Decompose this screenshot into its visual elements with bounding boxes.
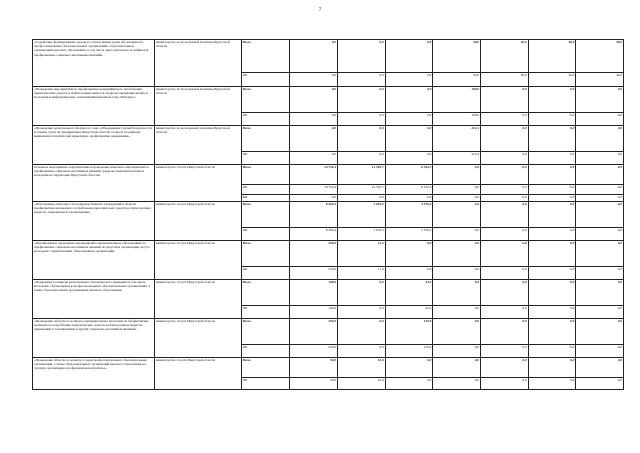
amount-cell: 0,0 [480, 87, 528, 113]
amount-cell: 0,0 [480, 113, 528, 126]
table-row [33, 241, 624, 267]
amount-cell: 100,0 [433, 113, 481, 126]
amount-cell: 0,0 [528, 113, 576, 126]
amount-cell: 0,0 [576, 306, 624, 319]
amount-cell: 0,0 [385, 40, 433, 73]
amount-cell: 0,0 [528, 202, 576, 228]
amount-cell: 0,0 [480, 345, 528, 358]
amount-cell: 0,0 [528, 126, 576, 152]
amount-cell: 10,0 [338, 378, 386, 390]
amount-cell: 0,0 [480, 165, 528, 185]
amount-cell: 0,0 [480, 241, 528, 267]
amount-cell: 250,0 [290, 345, 338, 358]
amount-cell: 0,0 [576, 241, 624, 267]
amount-cell: 0,0 [385, 152, 433, 165]
amount-cell: 8 300,4 [290, 228, 338, 241]
table-row [33, 87, 624, 113]
amount-cell: 250,0 [290, 267, 338, 280]
amount-cell: 30,0 [576, 40, 624, 73]
amount-cell: 0,0 [528, 195, 576, 202]
funding-source-cell: Всего [241, 165, 290, 185]
amount-cell: 100,0 [433, 87, 481, 113]
funding-source-cell: Всего [241, 358, 290, 378]
amount-cell: 0,0 [576, 345, 624, 358]
amount-cell: 0,0 [576, 228, 624, 241]
amount-cell: 0,0 [528, 241, 576, 267]
amount-cell: 0,0 [576, 202, 624, 228]
amount-cell: 14 510,7 [338, 165, 386, 185]
amount-cell: 0,0 [480, 280, 528, 306]
event-name-cell: «Организация и проведение мероприятий в муниципальных образованиях по профилактике социально-негативных явлений посредством организации досуга молодежи с привлечением общественных организаций» [33, 241, 155, 280]
amount-cell: 100,0 [290, 306, 338, 319]
amount-cell: 100,0 [290, 280, 338, 306]
budget-table [32, 39, 624, 390]
amount-cell: 11,4 [338, 241, 386, 267]
funding-source-cell: Всего [241, 280, 290, 306]
amount-cell: 0,0 [528, 345, 576, 358]
amount-cell: 0,0 [290, 87, 338, 113]
funding-source-cell: ОБ [241, 378, 290, 390]
event-name-cell: «Содействие формированию здорового образа жизни среди обучающихся в профессиональных образовательных организациях, образовательных организациях высшего образования, в том числе через деятельность кабинетов профилактики социально-негативных явлений» [33, 40, 155, 87]
amount-cell: 3 576,2 [385, 202, 433, 228]
amount-cell: 7 633,2 [338, 228, 386, 241]
amount-cell: 0,0 [433, 319, 481, 345]
amount-cell: 0,0 [528, 319, 576, 345]
funding-source-cell: Всего [241, 126, 290, 152]
executor-cell: министерство спорта Иркутской области [154, 358, 241, 390]
amount-cell: 0,0 [528, 165, 576, 185]
amount-cell: 16 750,4 [290, 165, 338, 185]
amount-cell: 0,0 [480, 185, 528, 195]
amount-cell: 30,0 [433, 73, 481, 87]
amount-cell: 212,4 [433, 152, 481, 165]
amount-cell: 0,0 [433, 195, 481, 202]
table-row [33, 358, 624, 378]
executor-cell: министерство по молодежной политике Иркутской области [154, 40, 241, 87]
amount-cell: 0,0 [576, 152, 624, 165]
amount-cell: 0,0 [576, 280, 624, 306]
amount-cell: 0,0 [576, 87, 624, 113]
funding-source-cell: ОБ [241, 228, 290, 241]
amount-cell: 0,0 [338, 152, 386, 165]
funding-source-cell: Всего [241, 40, 290, 73]
amount-cell: 0,0 [433, 306, 481, 319]
amount-cell: 0,0 [528, 378, 576, 390]
amount-cell: 0,0 [528, 280, 576, 306]
amount-cell: 0,0 [576, 195, 624, 202]
executor-cell: министерство спорта Иркутской области [154, 280, 241, 319]
amount-cell: 0,0 [528, 87, 576, 113]
amount-cell: 50,0 [290, 378, 338, 390]
amount-cell: 0,0 [338, 73, 386, 87]
amount-cell: 0,0 [433, 165, 481, 185]
amount-cell: 0,0 [576, 113, 624, 126]
amount-cell: 0,0 [528, 358, 576, 378]
executor-cell: министерство по молодежной политике Иркутской области [154, 126, 241, 165]
executor-cell: министерство спорта Иркутской области [154, 202, 241, 241]
amount-cell: 0,0 [480, 267, 528, 280]
amount-cell: 50,0 [290, 358, 338, 378]
amount-cell: 0,0 [433, 358, 481, 378]
amount-cell: 0,0 [528, 152, 576, 165]
amount-cell: 0,0 [290, 113, 338, 126]
amount-cell: 0,0 [338, 195, 386, 202]
amount-cell: 0,0 [385, 358, 433, 378]
amount-cell: 45,0 [385, 280, 433, 306]
amount-cell: 0,0 [385, 378, 433, 390]
amount-cell: 6 522,3 [385, 165, 433, 185]
funding-source-cell: ОБ [241, 345, 290, 358]
amount-cell: 0,0 [433, 228, 481, 241]
amount-cell: 0,0 [480, 306, 528, 319]
amount-cell: 11,4 [338, 267, 386, 280]
table-row [33, 165, 624, 185]
amount-cell: 0,0 [338, 280, 386, 306]
funding-source-cell: Всего [241, 319, 290, 345]
executor-cell: министерство спорта Иркутской области [154, 165, 241, 202]
funding-source-cell: Всего [241, 87, 290, 113]
amount-cell: 16 750,4 [290, 185, 338, 195]
amount-cell: 30,0 [576, 73, 624, 87]
amount-cell: 250,0 [290, 241, 338, 267]
funding-source-cell: Всего [241, 241, 290, 267]
amount-cell: 0,0 [433, 267, 481, 280]
amount-cell: 0,0 [480, 378, 528, 390]
amount-cell: 0,0 [385, 267, 433, 280]
amount-cell: 0,0 [480, 202, 528, 228]
event-name-cell: «Проведение областного конкурса муниципальных программ по профилактике незаконного потребления наркотических средств и психотропных веществ, наркомании и токсикомании и других социально-негативных явлений» [33, 319, 155, 358]
amount-cell: 0,0 [576, 358, 624, 378]
amount-cell: 0,0 [385, 126, 433, 152]
amount-cell: 0,0 [338, 345, 386, 358]
amount-cell: 0,0 [433, 280, 481, 306]
funding-source-cell: ФБ [241, 195, 290, 202]
amount-cell: 0,0 [433, 202, 481, 228]
amount-cell: 0,0 [576, 165, 624, 185]
amount-cell: 0,0 [576, 378, 624, 390]
amount-cell: 0,0 [385, 87, 433, 113]
funding-source-cell: ОБ [241, 152, 290, 165]
amount-cell: 0,0 [290, 195, 338, 202]
amount-cell: 30,0 [480, 40, 528, 73]
amount-cell: 0,0 [576, 267, 624, 280]
amount-cell: 0,0 [528, 228, 576, 241]
amount-cell: 0,0 [338, 126, 386, 152]
amount-cell: 6 522,3 [385, 185, 433, 195]
amount-cell: 0,0 [290, 152, 338, 165]
amount-cell: 0,0 [385, 113, 433, 126]
amount-cell: 0,0 [338, 319, 386, 345]
amount-cell: 0,0 [528, 306, 576, 319]
funding-source-cell: ОБ [241, 185, 290, 195]
amount-cell: 250,0 [290, 319, 338, 345]
page-number: 7 [318, 8, 322, 13]
funding-source-cell: ОБ [241, 113, 290, 126]
amount-cell: 0,0 [385, 241, 433, 267]
amount-cell: 0,0 [385, 195, 433, 202]
amount-cell: 212,4 [433, 126, 481, 152]
table-row [33, 202, 624, 228]
funding-source-cell: ОБ [241, 73, 290, 87]
amount-cell: 30,0 [433, 40, 481, 73]
budget-table-body [33, 40, 624, 390]
event-name-cell: «Проведение регионального форума по теме «Объединение усилий безопасности и охраны труда на предприятиях Иркутской области. О мерах по раннему выявлению потребителей наркотиков, профилактике наркомании» [33, 126, 155, 165]
table-row [33, 40, 624, 73]
amount-cell: 0,0 [433, 345, 481, 358]
table-row [33, 126, 624, 152]
amount-cell: 0,0 [528, 267, 576, 280]
event-name-cell: Основное мероприятие «Организация и проведение комплекса мероприятий по профилактике социально-негативных явлений среди несовершеннолетних и молодежи на территории Иркутской области» [33, 165, 155, 202]
executor-cell: министерство спорта Иркутской области [154, 241, 241, 280]
amount-cell: 30,0 [528, 73, 576, 87]
executor-cell: министерство по молодежной политике Иркутской области [154, 87, 241, 126]
amount-cell: 0,0 [480, 228, 528, 241]
event-name-cell: «Обеспечение деятельности подведомственных учреждений в области профилактики незаконного потребления наркотических средств и психотропных веществ, наркомании и токсикомании» [33, 202, 155, 241]
amount-cell: 0,0 [433, 185, 481, 195]
executor-cell: министерство спорта Иркутской области [154, 319, 241, 358]
funding-source-cell: ОБ [241, 267, 290, 280]
amount-cell: 0,0 [480, 358, 528, 378]
amount-cell: 14 510,7 [338, 185, 386, 195]
funding-source-cell: ОБ [241, 306, 290, 319]
amount-cell: 135,0 [385, 319, 433, 345]
event-name-cell: «Проведение областного конкурса среди профессиональных образовательных организаций, а также образовательных организаций высшего образования на лучшую организацию профилактической работы» [33, 358, 155, 390]
amount-cell: 0,0 [480, 126, 528, 152]
amount-cell: 0,0 [290, 73, 338, 87]
amount-cell: 30,0 [528, 40, 576, 73]
amount-cell: 0,0 [576, 126, 624, 152]
funding-source-cell: Всего [241, 202, 290, 228]
amount-cell: 0,0 [576, 319, 624, 345]
amount-cell: 0,0 [480, 152, 528, 165]
amount-cell: 0,0 [338, 87, 386, 113]
amount-cell: 0,0 [433, 378, 481, 390]
amount-cell: 10,0 [338, 358, 386, 378]
amount-cell: 0,0 [290, 40, 338, 73]
amount-cell: 0,0 [385, 73, 433, 87]
amount-cell: 0,0 [290, 126, 338, 152]
table-row [33, 319, 624, 345]
amount-cell: 3 576,2 [385, 228, 433, 241]
table-row [33, 280, 624, 306]
amount-cell: 0,0 [338, 113, 386, 126]
amount-cell: 135,0 [385, 345, 433, 358]
event-name-cell: «Проведение мероприятий по профилактике немедицинского потребления наркотических средств и психотропных веществ среди несовершеннолетних и молодежи в информационно-телекоммуникационной сети «Интернет» [33, 87, 155, 126]
amount-cell: 8 300,4 [290, 202, 338, 228]
amount-cell: 30,0 [480, 73, 528, 87]
amount-cell: 0,0 [576, 185, 624, 195]
amount-cell: 0,0 [480, 195, 528, 202]
amount-cell: 0,0 [528, 185, 576, 195]
amount-cell: 0,0 [338, 40, 386, 73]
amount-cell: 7 633,2 [338, 202, 386, 228]
amount-cell: 0,0 [433, 241, 481, 267]
amount-cell: 0,0 [480, 319, 528, 345]
amount-cell: 0,0 [338, 306, 386, 319]
amount-cell: 45,0 [385, 306, 433, 319]
event-name-cell: «Поддержка и развитие регионального волонтерского движения (в том числе молодежи, обучающейся в профессиональных образовательных организациях, а также образовательных организациях высшего образования» [33, 280, 155, 319]
